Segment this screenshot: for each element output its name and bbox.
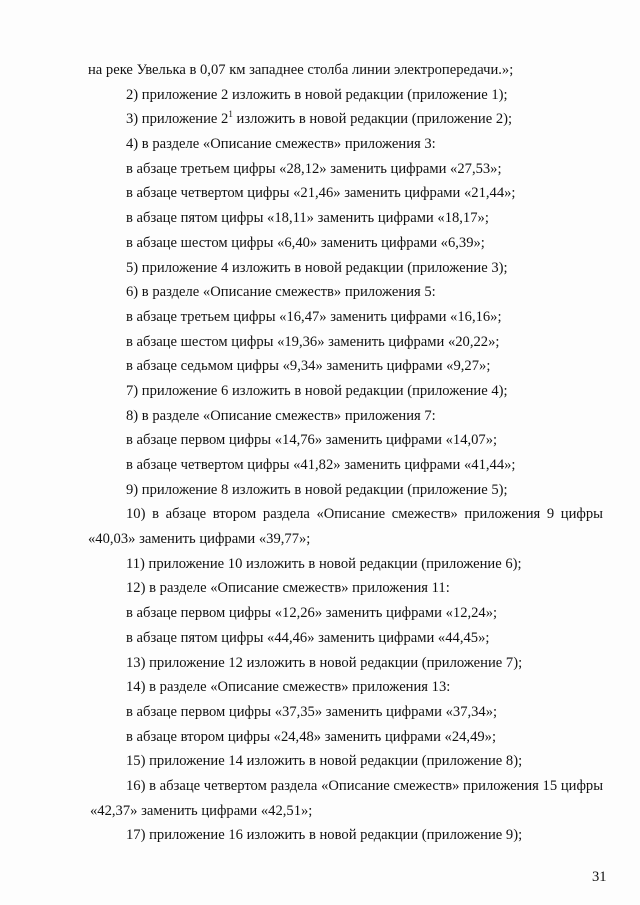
text-line: 15) приложение 14 изложить в новой редакции (приложение 8);: [126, 753, 523, 770]
text-line: в абзаце пятом цифры «18,11» заменить цифрами «18,17»;: [126, 210, 489, 227]
text-line: 5) приложение 4 изложить в новой редакции (приложение 3);: [126, 259, 508, 276]
text-fragment: 3) приложение 2: [126, 111, 229, 128]
text-line: в абзаце первом цифры «37,35» заменить цифрами «37,34»;: [126, 703, 498, 720]
text-line: 13) приложение 12 изложить в новой редакции (приложение 7);: [126, 654, 523, 671]
text-line: 8) в разделе «Описание смежеств» приложения 7:: [126, 407, 436, 424]
text-line: 12) в разделе «Описание смежеств» приложения 11:: [126, 580, 450, 597]
text-line: в абзаце третьем цифры «16,47» заменить цифрами «16,16»;: [126, 308, 502, 325]
text-line: 11) приложение 10 изложить в новой редакции (приложение 6);: [126, 555, 522, 572]
text-line: «42,37» заменить цифрами «42,51»;: [90, 802, 313, 819]
text-line: 17) приложение 16 изложить в новой редакции (приложение 9);: [126, 827, 523, 844]
text-line: 6) в разделе «Описание смежеств» приложения 5:: [126, 284, 436, 301]
text-line: в абзаце втором цифры «24,48» заменить цифрами «24,49»;: [126, 728, 497, 745]
text-line: в абзаце шестом цифры «19,36» заменить цифрами «20,22»;: [126, 333, 500, 350]
text-line: на реке Увелька в 0,07 км западнее столба линии электропередачи.»;: [88, 62, 514, 78]
text-line: в абзаце третьем цифры «28,12» заменить цифрами «27,53»;: [126, 160, 502, 177]
text-line: 9) приложение 8 изложить в новой редакции (приложение 5);: [126, 481, 508, 498]
text-line: 10) в абзаце втором раздела «Описание смежеств» приложения 9 цифры: [126, 506, 603, 523]
text-line: в абзаце первом цифры «14,76» заменить цифрами «14,07»;: [126, 432, 498, 449]
document-body: [88, 58, 603, 848]
text-line: в абзаце пятом цифры «44,46» заменить цифрами «44,45»;: [126, 629, 490, 646]
text-line: в абзаце четвертом цифры «41,82» заменить цифрами «41,44»;: [126, 457, 516, 473]
text-line: в абзаце шестом цифры «6,40» заменить цифрами «6,39»;: [126, 234, 485, 251]
text-line: в абзаце первом цифры «12,26» заменить цифрами «12,24»;: [126, 605, 498, 622]
page-number: 31: [592, 869, 607, 885]
text-line: 14) в разделе «Описание смежеств» приложения 13:: [126, 679, 451, 696]
text-line: в абзаце четвертом цифры «21,46» заменить цифрами «21,44»;: [126, 185, 516, 202]
text-line: 7) приложение 6 изложить в новой редакции (приложение 4);: [126, 382, 508, 399]
text-line: 2) приложение 2 изложить в новой редакции (приложение 1);: [126, 86, 508, 103]
text-line-superscript: [88, 107, 603, 132]
text-line: 4) в разделе «Описание смежеств» приложения 3:: [126, 136, 436, 153]
text-line: в абзаце седьмом цифры «9,34» заменить цифрами «9,27»;: [126, 358, 491, 375]
text-line: «40,03» заменить цифрами «39,77»;: [88, 531, 311, 548]
text-fragment: изложить в новой редакции (приложение 2);: [232, 111, 513, 128]
text-line: 16) в абзаце четвертом раздела «Описание смежеств» приложения 15 цифры: [126, 777, 603, 794]
superscript: 1: [228, 109, 233, 120]
